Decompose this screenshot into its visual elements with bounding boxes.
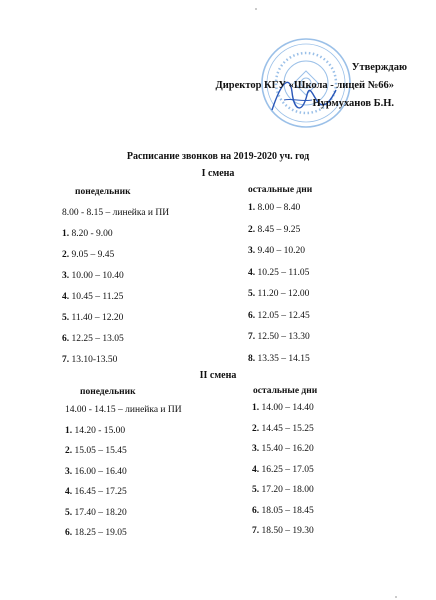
schedule-row: [65, 487, 127, 497]
approve-label: Утверждаю: [351, 62, 407, 73]
scan-speck: [255, 8, 257, 10]
lesson-time: 14.00 - 14.15 – линейка и ПИ: [65, 405, 182, 415]
lesson-time: 14.20 - 15.00: [72, 425, 126, 436]
lesson-number: 2.: [252, 423, 260, 434]
schedule-row: [248, 332, 310, 342]
lesson-time: 12.05 – 12.45: [255, 310, 310, 321]
lesson-time: 8.20 - 9.00: [69, 229, 113, 239]
shift2-monday-header: понедельник: [80, 387, 136, 397]
lesson-time: 14.45 – 15.25: [259, 423, 314, 434]
lesson-time: 15.05 – 15.45: [72, 446, 127, 456]
schedule-row: [248, 289, 309, 299]
schedule-row: [62, 229, 113, 239]
lesson-time: 8.00 - 8.15 – линейка и ПИ: [62, 208, 170, 218]
lesson-time: 17.40 – 18.20: [72, 507, 127, 518]
lesson-time: 10.45 – 11.25: [69, 292, 124, 302]
shift1-monday-header: понедельник: [75, 187, 131, 197]
schedule-row: [62, 334, 124, 344]
lesson-time: 13.10-13.50: [69, 355, 118, 365]
schedule-row: [62, 208, 169, 218]
schedule-row: [252, 403, 314, 413]
lesson-number: 6.: [252, 505, 260, 516]
lesson-time: 10.25 – 11.05: [255, 267, 310, 278]
schedule-row: [65, 405, 182, 415]
schedule-row: [62, 313, 123, 323]
lesson-number: 2.: [65, 446, 73, 456]
lesson-number: 4.: [62, 292, 70, 302]
schedule-row: [62, 292, 123, 302]
lesson-number: 6.: [62, 334, 70, 344]
shift2-other-header: остальные дни: [253, 386, 318, 396]
lesson-time: 13.35 – 14.15: [255, 353, 310, 364]
lesson-number: 3.: [65, 466, 73, 477]
lesson-time: 18.50 – 19.30: [259, 526, 314, 536]
lesson-number: 5.: [248, 289, 256, 299]
shift1-other-header: остальные дни: [248, 185, 313, 195]
lesson-number: 2.: [62, 250, 70, 260]
lesson-number: 7.: [252, 526, 260, 536]
lesson-number: 4.: [248, 267, 256, 278]
lesson-number: 7.: [248, 332, 256, 342]
schedule-row: [252, 424, 314, 434]
lesson-time: 11.20 – 12.00: [255, 289, 310, 299]
schedule-row: [65, 467, 127, 477]
lesson-time: 12.25 – 13.05: [69, 334, 124, 344]
schedule-row: [248, 203, 300, 213]
scan-speck: [395, 596, 397, 598]
lesson-time: 9.05 – 9.45: [69, 250, 115, 260]
document-title: Расписание звонков на 2019-2020 уч. год: [126, 151, 310, 162]
lesson-time: 11.40 – 12.20: [69, 313, 124, 323]
schedule-row: [252, 485, 314, 495]
schedule-row: [248, 311, 310, 321]
schedule-row: [65, 508, 127, 518]
schedule-row: [65, 528, 127, 538]
signature-icon: [262, 70, 342, 120]
schedule-row: [252, 465, 314, 475]
lesson-time: 17.20 – 18.00: [259, 485, 314, 495]
lesson-time: 8.00 – 8.40: [255, 203, 301, 213]
lesson-number: 2.: [248, 224, 256, 235]
lesson-number: 1.: [65, 425, 73, 436]
schedule-row: [65, 446, 127, 456]
lesson-number: 1.: [248, 203, 256, 213]
lesson-number: 3.: [252, 444, 260, 454]
lesson-time: 12.50 – 13.30: [255, 332, 310, 342]
schedule-row: [248, 268, 309, 278]
lesson-time: 16.00 – 16.40: [72, 466, 127, 477]
lesson-time: 18.25 – 19.05: [72, 528, 127, 538]
lesson-time: 16.45 – 17.25: [72, 487, 127, 497]
lesson-number: 7.: [62, 355, 70, 365]
lesson-number: 1.: [62, 229, 70, 239]
schedule-row: [252, 444, 314, 454]
lesson-number: 5.: [65, 507, 73, 518]
director-title: Директор КГУ «Школа - лицей №66»: [215, 80, 394, 91]
lesson-number: 5.: [252, 485, 260, 495]
lesson-time: 9.40 – 10.20: [255, 246, 305, 256]
lesson-number: 6.: [248, 310, 256, 321]
lesson-number: 6.: [65, 528, 73, 538]
schedule-row: [62, 355, 117, 365]
schedule-row: [248, 225, 300, 235]
lesson-number: 5.: [62, 313, 70, 323]
schedule-row: [252, 506, 314, 516]
director-name: Нурмуханов Б.Н.: [312, 98, 394, 109]
lesson-number: 3.: [248, 246, 256, 256]
schedule-row: [62, 271, 124, 281]
lesson-number: 4.: [65, 487, 73, 497]
lesson-time: 15.40 – 16.20: [259, 444, 314, 454]
lesson-number: 1.: [252, 403, 260, 413]
schedule-row: [65, 426, 125, 436]
lesson-time: 18.05 – 18.45: [259, 505, 314, 516]
shift2-title: II смена: [199, 370, 237, 381]
lesson-number: 4.: [252, 464, 260, 475]
schedule-row: [248, 354, 310, 364]
lesson-time: 10.00 – 10.40: [69, 271, 124, 281]
lesson-time: 16.25 – 17.05: [259, 464, 314, 475]
lesson-number: 8.: [248, 353, 256, 364]
lesson-time: 8.45 – 9.25: [255, 224, 301, 235]
shift1-title: I смена: [201, 168, 235, 179]
schedule-row: [248, 246, 305, 256]
schedule-row: [62, 250, 114, 260]
lesson-time: 14.00 – 14.40: [259, 403, 314, 413]
schedule-row: [252, 526, 314, 536]
lesson-number: 3.: [62, 271, 70, 281]
